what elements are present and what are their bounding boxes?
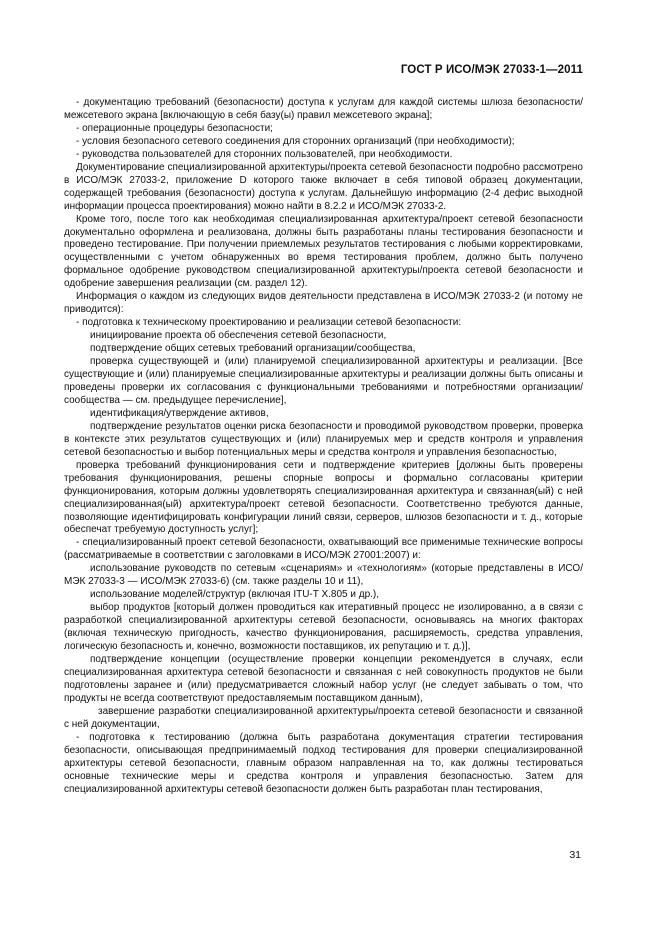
paragraph: Информация о каждом из следующих видов деятельности представлена в ИСО/МЭК 27033-2 (и потому не приводится): xyxy=(64,291,583,316)
paragraph: использование руководств по сетевым «сценариям» и «технологиям» (которые представлены в ИСО/МЭК 27033-3 — ИСО/МЭК 27033-6) (см. также разделы 10 и 11), xyxy=(64,563,583,588)
paragraph: инициирование проекта об обеспечения сетевой безопасности, xyxy=(90,330,387,342)
paragraph: - условия безопасного сетевого соединения для сторонних организаций (при необходимости); xyxy=(76,135,515,147)
document-body xyxy=(64,97,583,796)
paragraph: - подготовка к тестированию (должна быть разработана документация стратегии тестирования безопасности, описывающая предпринимаемый подход тестирования для проверки специализированной архитектуры сетевой безопасности, главным образом направленная на то, как должны тестироваться основные технические меры и средства контроля и управления безопасностью. Затем для специализированной архитектуры сетевой безопасности должен быть разработан план тестирования, xyxy=(64,731,583,795)
document-header: ГОСТ Р ИСО/МЭК 27033-1—2011 xyxy=(400,64,583,76)
paragraph: завершение разработки специализированной архитектуры/проекта сетевой безопасности и связанной с ней документации, xyxy=(64,705,583,730)
paragraph: Кроме того, после того как необходимая специализированная архитектура/проект сетевой безопасности документально оформлена и реализована, должны быть разработаны планы тестирования безопасности и проведено тестирование. При получении приемлемых результатов тестирования с любыми корректировками, осуществленными с учетом обнаруженных во время тестирования проблем, должно быть получено формальное одобрение руководством специализированной архитектуры/проекта сетевой безопасности и одобрение завершения реализации (см. раздел 12). xyxy=(64,213,583,290)
paragraph: подтверждение общих сетевых требований организации/сообщества, xyxy=(90,343,416,355)
paragraph: Документирование специализированной архитектуры/проекта сетевой безопасности подробно рассмотрено в ИСО/МЭК 27033-2, приложение D которого также включает в себя типовой образец документации, содержащей требования (безопасности) доступа к услугам. Дальнейшую информацию (2-4 дефис выходной информации процесса проектирования) можно найти в 8.2.2 и ИСО/МЭК 27033-2. xyxy=(64,161,583,212)
paragraph: - подготовка к техническому проектированию и реализации сетевой безопасности: xyxy=(76,317,462,329)
paragraph: выбор продуктов [который должен проводиться как итеративный процесс не изолированно, а в связи с разработкой специализированной архитектуры сетевой безопасности, основываясь на многих факторах (включая техническую пригодность, качество функционирования, расширяемость, средства управления, логическую безопасность и, конечно, возможности поставщиков, их репутацию и т. д.)], xyxy=(64,602,583,653)
paragraph: идентификация/утверждение активов, xyxy=(90,407,269,419)
page-number: 31 xyxy=(569,849,581,861)
paragraph: подтверждение результатов оценки риска безопасности и проводимой руководством проверки, проверка в контексте этих результатов существующих и (или) планируемых мер и средств контроля и управления сетевой безопасностью и выбор потенциальных меры и средства контроля и управления безопасностью, xyxy=(64,420,583,458)
paragraph: использование моделей/структур (включая ITU-T X.805 и др.), xyxy=(90,589,380,601)
paragraph: - руководства пользователей для сторонних пользователей, при необходимости. xyxy=(76,148,453,160)
paragraph: - специализированный проект сетевой безопасности, охватывающий все применимые технические вопросы (рассматриваемые в соответствии с заголовками в ИСО/МЭК 27001:2007) и: xyxy=(64,537,583,562)
paragraph: проверка существующей и (или) планируемой специализированной архитектуры и реализации. [Все существующие и (или) планируемые специализированные архитектуры и реализации должны быть описаны и проведены проверки их согласования с функциональными требованиями и потребностями организации/сообщества — см. предыдущее перечисление], xyxy=(64,356,583,406)
paragraph: - документацию требований (безопасности) доступа к услугам для каждой системы шлюза безопасности/межсетевого экрана [включающую в себя базу(ы) правил межсетевого экрана]; xyxy=(64,97,583,121)
paragraph: - операционные процедуры безопасности; xyxy=(76,122,273,134)
paragraph: проверка требований функционирования сети и подтверждение критериев [должны быть проверены требования функционирования, решены спорные вопросы и формально согласованы критерии функционирования, которым должны удовлетворять специализированная архитектура и связанная(ый) с ней специализированная(ый) архитектура/проект сетевой безопасности. Соответственно требуются данные, позволяющие идентифицировать конфигурации линий связи, серверов, шлюзов безопасности и т. д., которые обеспечат требуемую доступность услуг]; xyxy=(64,459,583,536)
paragraph: подтверждение концепции (осуществление проверки концепции рекомендуется в случаях, если специализированная архитектура сетевой безопасности и связанная с ней совокупность продуктов не были подготовлены заранее и (или) предусматривается сложный набор услуг (не следует забывать о том, что продукты не всегда соответствуют предоставляемым поставщиком данным), xyxy=(64,653,583,704)
